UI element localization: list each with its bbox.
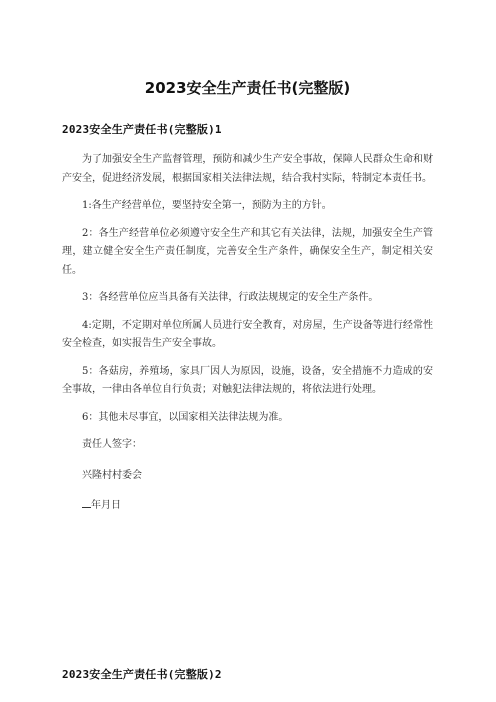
paragraph-item-6: 6：其他未尽事宜，以国家相关法律法规为准。 xyxy=(82,411,289,423)
document-title: 2023安全生产责任书(完整版) xyxy=(144,79,351,97)
committee-name: 兴隆村村委会 xyxy=(82,469,142,481)
date-line xyxy=(62,497,433,516)
section-2-heading: 2023安全生产责任书(完整版)2 xyxy=(62,668,222,681)
section-1-body xyxy=(62,151,433,516)
paragraph-item-5: 5：各菇房，养殖场，家具厂因人为原因，设施，设备，安全措施不力造成的安全事故，一律由各单位自行负责；对触犯法律法规的，将依法进行处理。 xyxy=(62,365,433,395)
paragraph-item-4: 4:定期，不定期对单位所属人员进行安全教育，对房屋，生产设备等进行经常性安全检查，如实报告生产安全事故。 xyxy=(62,319,433,349)
date-blank-underline xyxy=(82,497,91,508)
paragraph-item-3: 3：各经营单位应当具备有关法律，行政法规规定的安全生产条件。 xyxy=(82,292,379,303)
paragraph-intro: 为了加强安全生产监督管理，预防和减少生产安全事故，保障人民群众生命和财产安全，促进经济发展，根据国家相关法律法规，结合我村实际，特制定本责任书。 xyxy=(62,154,433,184)
section-1-heading: 2023安全生产责任书(完整版)1 xyxy=(62,123,222,136)
signature-label: 责任人签字： xyxy=(82,439,142,450)
paragraph-item-2: 2：各生产经营单位必须遵守安全生产和其它有关法律，法规，加强安全生产管理，建立健全安全生产责任制度，完善安全生产条件，确保安全生产，制定相关安任。 xyxy=(62,227,433,276)
paragraph-item-1: 1:各生产经营单位，要坚持安全第一，预防为主的方针。 xyxy=(82,200,332,211)
date-label: 年月日 xyxy=(91,500,121,511)
